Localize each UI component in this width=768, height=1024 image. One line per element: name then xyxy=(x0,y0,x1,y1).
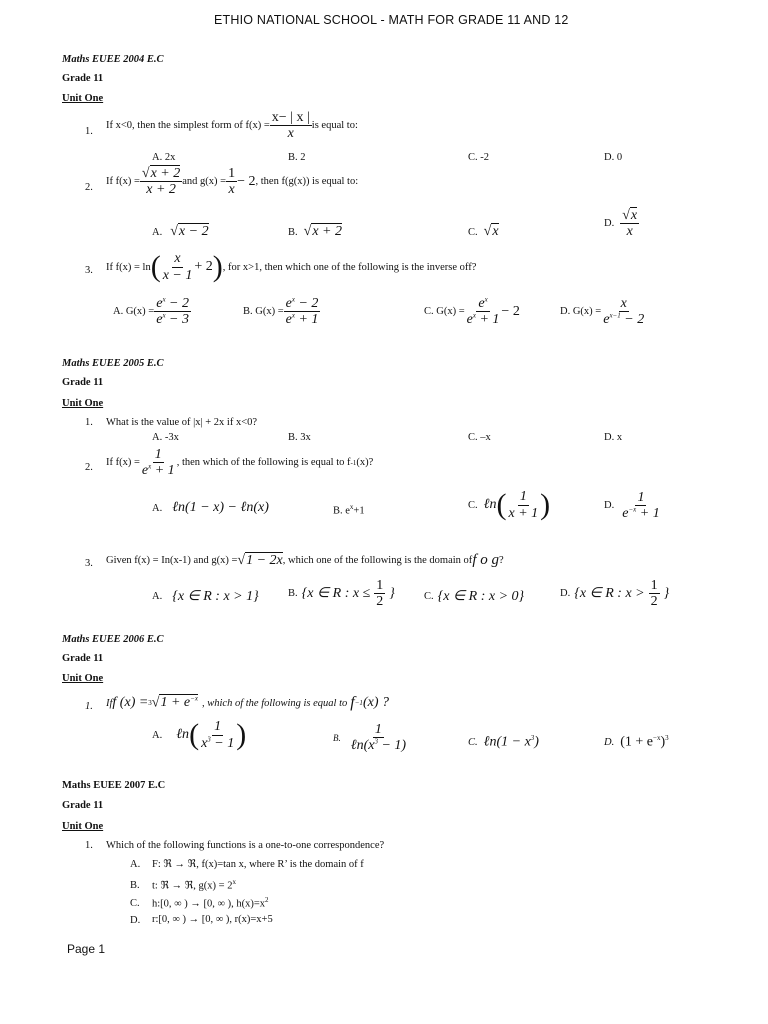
option-c xyxy=(468,488,550,522)
grade-label-2006: Grade 11 xyxy=(62,653,104,664)
option-a xyxy=(152,500,269,516)
radicand xyxy=(159,694,198,710)
option-b xyxy=(152,878,236,892)
question-2005-3 xyxy=(106,552,504,569)
question-number: 1. xyxy=(85,417,93,428)
denominator xyxy=(284,312,321,327)
option-label-c: C. xyxy=(130,898,140,909)
base: e xyxy=(285,296,292,311)
fraction xyxy=(161,251,195,283)
question-text: , then f(g(x)) is equal to: xyxy=(255,176,359,188)
fraction xyxy=(226,166,237,198)
math-text: f o g xyxy=(472,552,499,568)
exponent: −x xyxy=(628,505,637,514)
base: ℓn(x xyxy=(350,738,375,754)
option-label: A. xyxy=(152,226,163,238)
left-paren: ( xyxy=(189,718,200,751)
radicand: x xyxy=(630,208,638,223)
option-a: F: ℜ → ℜ, f(x)=tan x, where R’ is the domain of f xyxy=(152,859,364,870)
numerator: 1 xyxy=(637,490,645,505)
fraction xyxy=(465,296,502,328)
page-number: Page 1 xyxy=(67,942,106,956)
section-title-2005: Maths EUEE 2005 E.C xyxy=(62,358,164,369)
question-number: 1. xyxy=(85,126,93,137)
option-label: D. xyxy=(604,736,615,748)
base: e xyxy=(141,463,149,479)
expr-part: ) xyxy=(534,734,539,750)
exponent: 2 xyxy=(265,896,269,904)
fraction xyxy=(199,719,236,751)
numerator xyxy=(154,296,191,312)
option-label: B. xyxy=(288,226,298,238)
right-paren: ) xyxy=(236,718,247,751)
denominator: x xyxy=(228,182,235,198)
option-b xyxy=(288,578,395,610)
question-text: If f(x) = ln xyxy=(106,261,151,273)
option-label: B. G(x) = xyxy=(243,306,284,318)
radicand: x − 2 xyxy=(178,224,209,239)
section-title-2007: Maths EUEE 2007 E.C xyxy=(62,780,166,791)
numerator: 1 xyxy=(214,719,222,735)
option-label: A. xyxy=(152,729,163,741)
fraction xyxy=(270,110,312,142)
exponent: x xyxy=(291,295,295,304)
exponent: x xyxy=(162,295,166,304)
option-b xyxy=(333,722,408,754)
grade-label-2007: Grade 11 xyxy=(62,800,104,811)
option-d: r:[0, ∞ ) → [0, ∞ ), r(x)=x+5 xyxy=(152,914,273,925)
math-text: − 2 xyxy=(501,303,520,319)
right-paren: ) xyxy=(540,488,551,521)
option-c xyxy=(468,734,539,751)
exponent: 3 xyxy=(374,737,378,746)
option-label-b: B. xyxy=(130,880,140,891)
math-text: ℓn xyxy=(483,497,497,512)
denominator: x − 1 xyxy=(162,267,193,283)
option-label: A. xyxy=(152,502,163,514)
option-d xyxy=(604,208,639,240)
option-text: +1 xyxy=(353,505,365,517)
term: − 1) xyxy=(377,738,407,754)
option-label: A. xyxy=(152,591,163,602)
option-c: C. -2 xyxy=(468,152,489,163)
math-text: {x ∈ R : x ≤ xyxy=(301,586,371,602)
grade-label-2005: Grade 11 xyxy=(62,377,104,388)
option-a xyxy=(152,588,259,605)
question-2004-2 xyxy=(106,166,358,198)
fraction xyxy=(601,296,646,328)
term: − 1 xyxy=(210,735,235,751)
option-label: D. xyxy=(604,500,615,512)
base: e xyxy=(622,506,629,522)
radicand: x xyxy=(492,224,499,239)
question-2007-1: Which of the following functions is a one-to-one correspondence? xyxy=(106,840,385,851)
option-label: B. xyxy=(288,588,298,600)
radicand: x + 2 xyxy=(150,166,181,181)
exponent: 3 xyxy=(530,734,535,742)
numerator: x xyxy=(174,251,181,267)
question-text: If xyxy=(106,697,113,709)
math-expr xyxy=(620,734,668,751)
question-text: and g(x) = xyxy=(182,176,227,188)
denominator xyxy=(199,736,236,751)
option-label: C. xyxy=(468,499,478,511)
section-title-2004: Maths EUEE 2004 E.C xyxy=(62,54,164,65)
exponent: 3 xyxy=(207,734,211,743)
question-text: (x)? xyxy=(356,457,374,469)
fraction xyxy=(349,722,408,754)
question-text: , then which of the following is equal to f xyxy=(176,457,351,469)
numerator: x xyxy=(620,296,627,311)
option-d xyxy=(604,734,669,751)
term: + 1 xyxy=(475,312,500,328)
math-text: − 2 xyxy=(237,173,256,189)
math-expr: √x xyxy=(483,224,499,239)
math-text: } xyxy=(663,585,670,601)
option-d xyxy=(560,578,669,610)
term: + 1 xyxy=(294,312,319,328)
base: e xyxy=(478,296,485,311)
math-expr xyxy=(484,734,539,751)
base: e xyxy=(603,312,610,328)
option-a xyxy=(152,718,246,752)
math-expr: √x − 2 xyxy=(170,224,209,239)
option-label: D. xyxy=(560,588,571,600)
question-text: , for x>1, then which one of the following is the inverse off? xyxy=(222,261,477,273)
math-expr: $√1 + e^{-x}$ xyxy=(151,694,198,711)
unit-label-2007: Unit One xyxy=(62,821,104,832)
question-number: 1. xyxy=(85,701,93,712)
question-number: 2. xyxy=(85,462,93,473)
denominator xyxy=(465,312,502,327)
numerator xyxy=(476,296,489,312)
fraction xyxy=(620,208,639,240)
exponent: 3 xyxy=(665,734,669,742)
question-text: If f(x) = xyxy=(106,457,140,469)
option-text: B. e xyxy=(333,505,350,517)
base: x xyxy=(201,735,208,751)
numerator: 1 xyxy=(376,578,384,593)
numerator: x− | x | xyxy=(271,110,310,125)
denominator: x + 2 xyxy=(146,182,176,198)
question-2006-1 xyxy=(106,694,389,712)
unit-label-2005: Unit One xyxy=(62,398,104,409)
math-text: + 2 xyxy=(194,259,213,274)
numerator: 1 xyxy=(519,489,527,505)
question-2004-1 xyxy=(106,110,358,142)
fraction xyxy=(140,447,177,479)
question-text: If x<0, then the simplest form of f(x) = xyxy=(106,120,270,132)
section-title-2006: Maths EUEE 2006 E.C xyxy=(62,634,164,645)
left-paren: ( xyxy=(496,488,507,521)
radicand: 1 − 2x xyxy=(246,552,283,568)
denominator xyxy=(620,506,662,521)
exponent: x xyxy=(232,878,236,886)
question-number: 2. xyxy=(85,182,93,193)
option-c xyxy=(424,296,520,328)
option-d xyxy=(604,490,662,522)
base: e xyxy=(285,312,292,328)
option-c: C. –x xyxy=(468,432,491,443)
question-text: , which one of the following is the domain of xyxy=(282,555,473,566)
denominator: x + 1 xyxy=(508,505,539,521)
option-c xyxy=(152,896,269,910)
exponent: x xyxy=(349,503,354,511)
exponent: x xyxy=(162,311,166,320)
base: e xyxy=(466,312,473,328)
exponent: −x xyxy=(190,694,198,703)
math-expr: {x ∈ R : x > 1} xyxy=(172,589,259,604)
math-text: (x) ? xyxy=(362,695,389,710)
exponent: −x xyxy=(653,734,661,742)
math-expr: √x + 2 xyxy=(303,224,342,239)
option-d: D. 0 xyxy=(604,152,623,163)
option-a: A. -3x xyxy=(152,432,179,443)
fraction xyxy=(154,296,191,328)
option-b: B. 3x xyxy=(288,432,311,443)
option-label: C. xyxy=(468,736,478,748)
unit-label-2006: Unit One xyxy=(62,673,104,684)
term: − 2 xyxy=(620,312,645,328)
question-number: 3. xyxy=(85,265,93,276)
radicand-text: 1 + e xyxy=(160,695,191,711)
question-2005-1: What is the value of |x| + 2x if x<0? xyxy=(106,417,258,428)
exponent: −1 xyxy=(354,699,363,707)
option-label-d: D. xyxy=(130,915,141,926)
term: − 3 xyxy=(165,312,189,328)
denominator: 2 xyxy=(650,594,658,610)
fraction xyxy=(140,166,182,198)
option-a xyxy=(113,296,191,328)
option-label: C. xyxy=(468,226,478,238)
denominator: 2 xyxy=(376,594,384,610)
option-text: h:[0, ∞ ) → [0, ∞ ), h(x)=x xyxy=(152,898,266,910)
term: + 1 xyxy=(636,506,660,522)
fraction xyxy=(620,490,662,522)
numerator xyxy=(284,296,321,312)
question-number: 3. xyxy=(85,558,93,569)
expr-part: (1 + e xyxy=(620,734,653,750)
question-text: is equal to: xyxy=(311,120,358,132)
math-text: } xyxy=(389,585,395,601)
math-text: f (x) = xyxy=(112,695,149,710)
option-label: D. xyxy=(604,218,615,230)
math-expr: ℓn(1 − x) − ℓn(x) xyxy=(172,500,269,515)
question-2004-3 xyxy=(106,250,476,284)
option-a: A. 2x xyxy=(152,152,176,163)
unit-label-2004: Unit One xyxy=(62,93,104,104)
denominator: x xyxy=(626,224,633,240)
math-text: f xyxy=(350,694,355,711)
question-number: 1. xyxy=(85,840,93,851)
grade-label-2004: Grade 11 xyxy=(62,73,104,84)
math-text: {x ∈ R : x > xyxy=(574,586,645,602)
option-text: t: ℜ → ℜ, g(x) = 2 xyxy=(152,880,233,892)
option-label: C. xyxy=(424,591,434,602)
option-d xyxy=(560,296,646,328)
option-label: C. G(x) = xyxy=(424,306,465,318)
exponent: x xyxy=(472,311,476,320)
numerator: 1 xyxy=(154,447,162,462)
exponent: x xyxy=(484,295,488,304)
left-paren: ( xyxy=(150,250,161,283)
fraction xyxy=(649,578,660,610)
question-text: ? xyxy=(498,555,504,566)
option-c xyxy=(424,588,524,605)
fraction xyxy=(284,296,321,328)
denominator xyxy=(140,463,177,478)
numerator: √x xyxy=(622,208,638,223)
math-expr: √1 − 2x xyxy=(237,552,283,568)
option-b xyxy=(288,224,342,240)
fraction xyxy=(506,489,540,521)
option-b xyxy=(333,503,365,517)
denominator xyxy=(154,312,191,327)
question-2005-2 xyxy=(106,447,373,479)
option-c xyxy=(468,224,499,240)
base: e xyxy=(156,312,163,328)
right-paren: ) xyxy=(212,250,223,283)
option-d: D. x xyxy=(604,432,623,443)
root-index: 3 xyxy=(148,699,152,707)
denominator xyxy=(349,738,408,753)
option-label: A. G(x) = xyxy=(113,306,155,318)
numerator: 1 xyxy=(228,166,236,181)
page-header: ETHIO NATIONAL SCHOOL - MATH FOR GRADE 11 AND 12 xyxy=(214,13,569,27)
fraction xyxy=(374,578,385,610)
denominator: x xyxy=(287,126,294,142)
numerator: √x + 2 xyxy=(141,166,181,181)
term: + 1 xyxy=(151,463,175,479)
base: e xyxy=(156,296,163,311)
question-text: Given f(x) = In(x-1) and g(x) = xyxy=(106,555,238,566)
exponent: -1 xyxy=(350,458,357,467)
math-expr: {x ∈ R : x > 0} xyxy=(437,589,525,604)
option-label: D. G(x) = xyxy=(560,306,602,318)
numerator: 1 xyxy=(650,578,658,593)
option-b: B. 2 xyxy=(288,152,306,163)
denominator xyxy=(601,312,646,327)
math-text: ℓn xyxy=(176,727,190,742)
expr-part: ℓn(1 − x xyxy=(483,734,531,750)
exponent: x−1 xyxy=(609,311,621,320)
numerator: 1 xyxy=(374,722,382,737)
term: − 2 xyxy=(294,296,319,311)
question-text: If f(x) = xyxy=(106,176,140,188)
exponent: x xyxy=(148,462,152,471)
option-a xyxy=(152,224,209,240)
option-label: B. xyxy=(333,732,341,743)
question-text: , which of the following is equal to xyxy=(202,697,348,709)
term: − 2 xyxy=(165,296,189,311)
option-label-a: A. xyxy=(130,859,141,870)
radicand: x + 2 xyxy=(312,224,342,239)
exponent: x xyxy=(291,311,295,320)
expr-part: ) xyxy=(660,734,666,750)
option-b xyxy=(243,296,320,328)
